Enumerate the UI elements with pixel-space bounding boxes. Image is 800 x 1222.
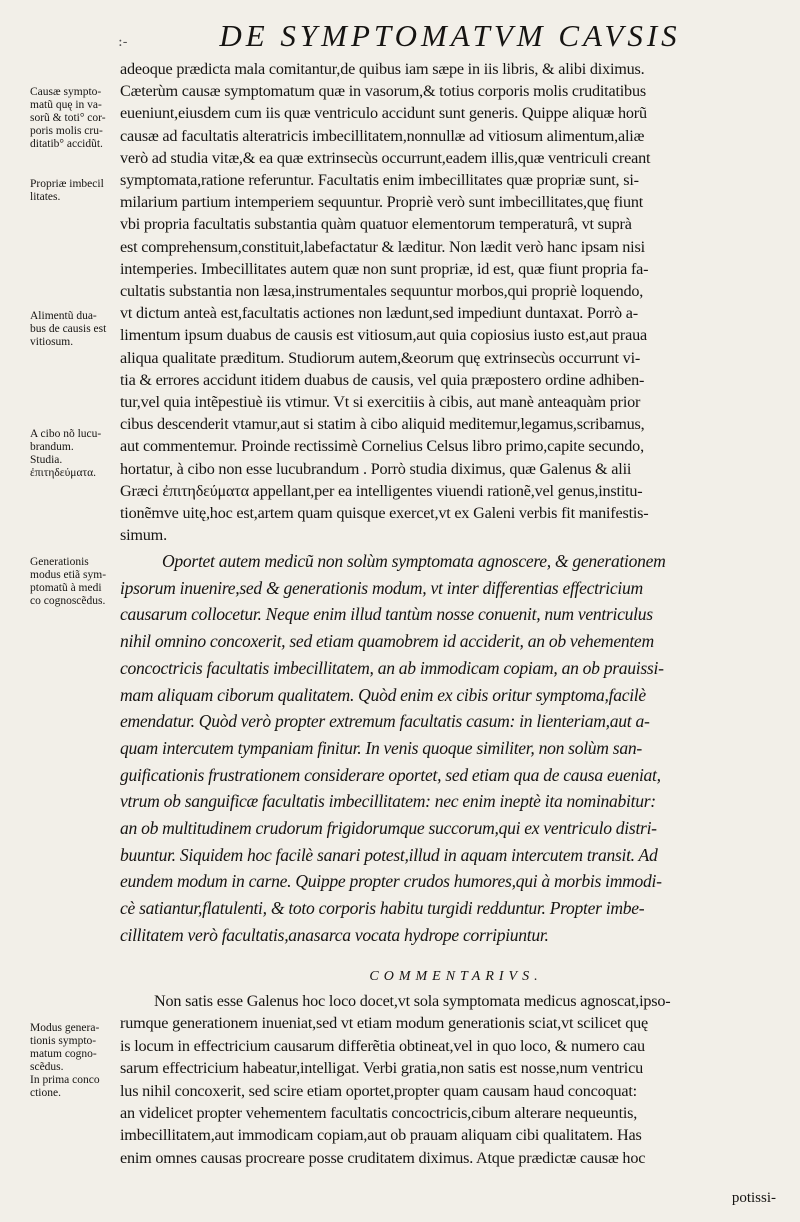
text-line: eueniunt,eiusdem cum iis quæ ventriculo accidunt sunt generis. Quippe aliquæ horũ [120,104,647,123]
commentary-line: rumque generationem inueniat,sed vt etiam modum generationis sciat,vt scilicet quę [120,1014,648,1033]
italic-line: cillitatem verò facultatis,anasarca vocata hydrope corripiuntur. [120,924,549,945]
text-line: aliqua qualitate præditum. Studiorum autem,&eorum quę extrinsecùs occurrunt vi- [120,348,641,367]
text-line: adeoque prædicta mala comitantur,de quibus iam sæpe in iis libris, & alibi diximus. [120,60,645,78]
italic-line: mam aliquam ciborum qualitatem. Quòd enim ex cibis oritur symptoma,facilè [120,684,646,705]
italic-line: emendatur. Quòd verò propter extremum facultatis casum: in lienteriam,aut a- [120,711,650,732]
running-head: DE SYMPTOMATVM CAVSIS [219,18,681,53]
margin-note-line: modus etiã sym- [30,569,107,581]
text-line: vbi propria facultatis substantia quàm quatuor elementorum temperaturâ, vt suprà [120,215,632,234]
text-line: est comprehensum,constituit,labefactatur & læditur. Non lædit verò hanc ipsam nisi [120,237,645,256]
italic-line: vtrum ob sanguificæ facultatis imbecillitatem: nec enim ineptè ita nominabitur: [120,791,656,812]
margin-note-line: matũ quę in va- [30,99,102,111]
head-ornament: :- [118,34,128,50]
text-line: Cæterùm causæ symptomatum quæ in vasorum,& totius corporis molis cruditatibus [120,82,646,101]
commentary-line: lus nihil concoxerit, sed scire etiam oportet,propter quam causam haud concoquat: [120,1081,637,1100]
margin-note-line: Generationis [30,556,89,568]
commentary-line: enim omnes causas procreare posse cruditatem diximus. Atque prædictæ causæ hoc [120,1148,646,1167]
margin-note-line: ἐπιτηδεύματα. [30,467,97,479]
margin-note-line: Propriæ imbecil [30,178,104,190]
margin-note-generationis [30,556,122,608]
text-line: intemperies. Imbecillitates autem quæ non sunt propriæ, id est, quæ fiunt propria fa- [120,259,649,278]
margin-note-line: Studia. [30,454,63,466]
margin-note-line: ditatib° accidũt. [30,138,103,150]
margin-note-propriae [30,178,122,204]
main-text-block [120,58,792,546]
text-line: tia & errores accidunt itidem duabus de causis, vel quia præpostero ordine adhiben- [120,370,645,389]
italic-line: nihil omnino concoxerit, sed etiam quamobrem id acciderit, an ob vehementem [120,631,654,652]
commentary-line: is locum in effectricium causarum differẽtia obtineat,vel in quo loco, & numero cau [120,1036,645,1055]
margin-note-line: vitiosum. [30,336,74,348]
margin-note-line: bus de causis est [30,323,107,335]
margin-note-line: litates. [30,191,61,203]
margin-note-causae [30,86,122,151]
galen-text-block [120,548,792,949]
italic-line: guificationis frustrationem considerare oportet, sed etiam qua de causa eueniat, [120,764,661,785]
text-line: cultatis substantia non læsa,instrumentales sequuntur morbos,qui propriè loquendo, [120,282,644,301]
text-line: Græci ἐπιτηδεύματα appellant,per ea intelligentes viuendi rationẽ,vel genus,institu- [120,481,643,500]
commentary-text-block [120,990,792,1169]
text-line: hortatur, à cibo non esse lucubrandum . Porrò studia diximus, quæ Galenus & alii [120,459,632,478]
text-line: vt dictum anteà est,facultatis actiones non lædunt,sed impediunt duntaxat. Porrò a- [120,304,638,323]
text-line: simum. [120,526,167,545]
margin-note-line: scẽdus. [30,1061,64,1073]
margin-note-line: matum cogno- [30,1048,97,1060]
italic-line: eundem modum in carne. Quippe propter crudos humores,qui à morbis immodi- [120,871,662,892]
italic-line: ipsorum inuenire,sed & generationis modum, vt inter differentias effectricium [120,577,643,598]
text-line: symptomata,ratione referuntur. Facultatis enim imbecillitates quæ propriæ sunt, si- [120,171,639,190]
margin-note-modus [30,1022,122,1100]
commentary-line: imbecillitatem,aut immodicam copiam,aut ob prauam aliquam cibi qualitatem. Has [120,1126,642,1145]
margin-note-line: Modus genera- [30,1022,100,1034]
text-line: milarium partium intemperiem sequuntur. Propriè verò sunt imbecillitates,quę fiunt [120,193,644,212]
margin-note-line: poris molis cru- [30,125,103,137]
commentary-heading: COMMENTARIVS. [369,969,543,984]
text-line: aut commentemur. Proinde rectissimè Cornelius Celsus libro primo,capite secundo, [120,437,644,456]
text-line: tionẽmve uitę,hoc est,artem quam quisque exercet,vt ex Galeni verbis fit manifestis- [120,504,649,523]
italic-line: buuntur. Siquidem hoc facilè sanari potest,illud in aquam intercutem transit. Ad [120,844,658,865]
margin-note-line: tionis sympto- [30,1035,97,1047]
italic-line: quam intercutem tympaniam finitur. In venis quoque similiter, non solùm san- [120,737,642,758]
text-line: cibus descenderit vtamur,aut si statim à cibo aliquid meditemur,legamus,scribamus, [120,415,645,434]
margin-note-line: Alimentũ dua- [30,310,97,322]
margin-note-a-cibo [30,428,122,480]
text-line: causæ ad facultatis alteratricis imbecillitatem,nonnullæ ad vitiosum alimentum,aliæ [120,126,645,145]
margin-note-alimentum [30,310,122,349]
margin-note-line: sorũ & toti° cor- [30,112,106,124]
margin-note-line: ctione. [30,1087,61,1099]
margin-note-line: brandum. [30,441,74,453]
text-line: tur,vel quia intẽpestiuè iis vtimur. Vt si exercitiis à cibis, aut manè anteaquàm prior [120,393,641,412]
margin-note-line: In prima conco [30,1074,100,1086]
italic-line: cè satiantur,flatulenti, & toto corporis habitu turgidi redduntur. Propter imbe- [120,898,645,919]
margin-note-line: Causæ sympto- [30,86,102,98]
italic-line: causarum collocetur. Neque enim illud tantùm nosse conuenit, num ventriculus [120,604,653,625]
italic-line: an ob multitudinem crudorum frigidorumque succorum,qui ex ventriculo distri- [120,818,657,839]
italic-line: concoctricis facultatis imbecillitatem, an ab immodicam copiam, an ob prauissi- [120,657,664,678]
commentary-line: Non satis esse Galenus hoc loco docet,vt sola symptomata medicus agnoscat,ipso- [154,992,671,1010]
commentary-line: sarum effectricium habeatur,intelligat. Verbi gratia,non satis est nosse,num ventricu [120,1059,643,1078]
catchword: potissi- [731,1190,776,1206]
margin-note-line: co cognoscẽdus. [30,595,106,607]
text-line: verò ad studia vitæ,& ea quæ extrinsecùs occurrunt,eadem illis,quæ ventriculi creant [120,148,651,167]
italic-line: Oportet autem medicũ non solùm symptomata agnoscere, & generationem [162,551,666,571]
margin-note-line: A cibo nõ lucu- [30,428,102,440]
commentary-line: an videlicet propter vehementem facultatis concoctricis,cibum alterare nequeuntis, [120,1104,638,1123]
text-line: limentum ipsum duabus de causis est vitiosum,aut quia copiosius iusto est,aut praua [120,326,647,345]
margin-note-line: ptomatũ à medi [30,582,102,594]
